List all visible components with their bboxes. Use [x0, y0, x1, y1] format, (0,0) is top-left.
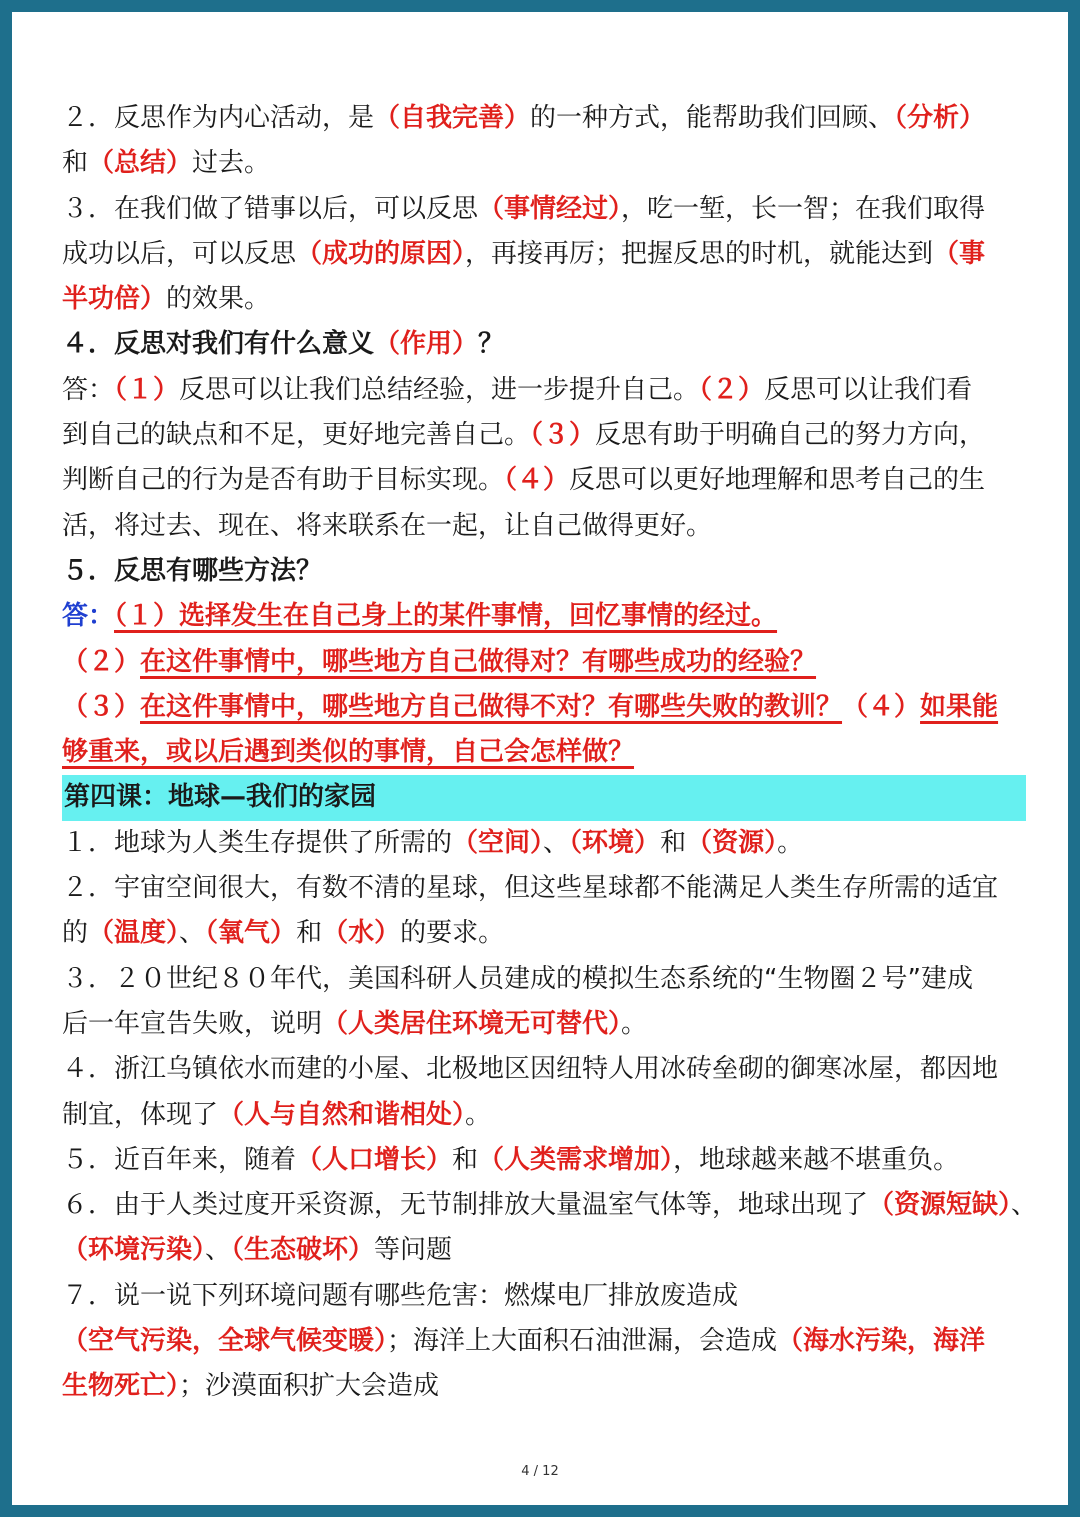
lesson4-item-7-line-2: [62, 1319, 1022, 1364]
text: 和: [660, 827, 687, 858]
text: ；海洋上大面积石油泄漏，会造成: [387, 1326, 778, 1357]
answer-blank: （环境污染）: [62, 1235, 206, 1266]
text: 制宜，体现了: [62, 1099, 219, 1130]
answer-blank: （环境）: [569, 827, 661, 858]
text: 、: [179, 918, 206, 949]
lesson4-item-4-line-2: [62, 1093, 1022, 1138]
text: ６．由于人类过度开采资源，无节制排放大量温室气体等，地球出现了: [62, 1190, 869, 1221]
text: 和: [62, 148, 89, 179]
text: 反思有助于明确自己的努力方向，: [595, 420, 986, 451]
point-number: （４）: [842, 691, 921, 722]
lesson4-item-6-line-2: [62, 1228, 1022, 1273]
answer-blank: （生态破坏）: [231, 1235, 375, 1266]
page-number: 4 / 12: [521, 1464, 559, 1479]
item-5-answer-line-1: [62, 594, 1022, 639]
lesson4-item-7-line-1: [62, 1274, 1022, 1319]
lesson4-item-3-line-2: [62, 1002, 1022, 1047]
answer-blank: （分析）: [894, 103, 986, 133]
answer-blank: （人与自然和谐相处）: [218, 1099, 466, 1130]
item-4-answer-line-2: [62, 413, 1022, 458]
text: 后一年宣告失败，说明: [62, 1008, 323, 1039]
text: ２．反思作为内心活动，是: [62, 103, 375, 133]
text: 、: [543, 827, 570, 858]
text: ４．浙江乌镇依水而建的小屋、北极地区因纽特人用冰砖垒砌的御寒冰屋，都因地: [62, 1054, 999, 1085]
question-text: ５．反思有哪些方法？: [62, 555, 323, 586]
item-5-question: [62, 549, 1022, 594]
text: 和: [296, 918, 323, 949]
answer-text: 在这件事情中，哪些地方自己做得不对？有哪些失败的教训？: [140, 691, 843, 722]
answer-label: 答：: [62, 374, 115, 405]
text: 。: [777, 827, 804, 858]
answer-blank: （人类居住环境无可替代）: [322, 1008, 622, 1039]
point-number: （１）: [114, 374, 180, 405]
page-content: [62, 96, 1038, 1410]
item-5-answer-line-4: [62, 730, 1022, 775]
answer-blank: （总结）: [88, 148, 193, 179]
item-4-answer-line-3: [62, 458, 1022, 503]
text: 成功以后，可以反思: [62, 238, 297, 269]
lesson4-item-2-line-2: [62, 911, 1022, 956]
answer-text: 够重来，或以后遇到类似的事情，自己会怎样做？: [62, 737, 635, 768]
document-page: [12, 12, 1068, 1505]
item-3-line-2: [62, 232, 1022, 277]
text: ２．宇宙空间很大，有数不清的星球，但这些星球都不能满足人类生存所需的适宜: [62, 873, 999, 904]
lesson4-item-6-line-1: [62, 1183, 1038, 1228]
answer-blank: （空间）: [452, 827, 544, 858]
item-4-question: [62, 322, 1022, 367]
lesson4-item-7-line-3: [62, 1364, 1022, 1409]
item-3-line-1: [62, 187, 1022, 232]
text: ７．说一说下列环境问题有哪些危害：燃煤电厂排放废造成: [62, 1280, 739, 1311]
lesson-heading: [62, 775, 1026, 820]
item-2-line-1: [62, 96, 1022, 141]
text: 到自己的缺点和不足，更好地完善自己。: [62, 420, 531, 451]
text: ５．近百年来，随着: [62, 1144, 297, 1175]
answer-blank: （事情经过）: [478, 193, 622, 224]
text: 。: [621, 1008, 648, 1039]
text: 活，将过去、现在、将来联系在一起，让自己做得更好。: [62, 510, 713, 541]
answer-blank: （氧气）: [205, 918, 297, 949]
answer-blank: （温度）: [88, 918, 180, 949]
answer-blank: （资源短缺）: [868, 1190, 1012, 1221]
text: ３．２０世纪８０年代，美国科研人员建成的模拟生态系统的“生物圈２号”建成: [62, 963, 973, 994]
text: 和: [452, 1144, 479, 1175]
answer-blank: 生物死亡）: [62, 1371, 180, 1402]
text: 、: [1011, 1190, 1038, 1221]
lesson4-item-4-line-1: [62, 1047, 1022, 1092]
answer-blank: （作用）: [374, 329, 479, 360]
point-number: （３）: [530, 420, 596, 451]
point-number: （２）: [62, 646, 141, 677]
lesson4-item-2-line-1: [62, 866, 1022, 911]
answer-blank: （人口增长）: [296, 1144, 453, 1175]
text: ，再接再厉；把握反思的时机，就能达到: [465, 238, 934, 269]
text: １．地球为人类生存提供了所需的: [62, 827, 453, 858]
item-3-line-3: [62, 277, 1022, 322]
item-4-answer-line-1: [62, 368, 1022, 413]
text: 的要求。: [400, 918, 505, 949]
answer-text: 如果能: [920, 691, 999, 722]
lesson4-item-3-line-1: [62, 957, 1022, 1002]
question-text: ４．反思对我们有什么意义: [62, 329, 375, 360]
answer-text: 选择发生在自己身上的某件事情，回忆事情的经过。: [179, 601, 778, 632]
answer-blank: （成功的原因）: [296, 238, 466, 269]
point-number: （２）: [699, 374, 765, 405]
text: 。: [465, 1099, 492, 1130]
answer-blank: （海水污染，海洋: [777, 1326, 986, 1357]
text: 、: [205, 1235, 232, 1266]
point-number: （３）: [62, 691, 141, 722]
answer-blank: （水）: [322, 918, 401, 949]
item-4-answer-line-4: [62, 504, 1022, 549]
lesson4-item-1: [62, 821, 1022, 866]
text: 过去。: [192, 148, 271, 179]
item-5-answer-line-2: [62, 640, 1022, 685]
point-number: （４）: [504, 465, 570, 496]
text: ，地球越来越不堪重负。: [673, 1144, 960, 1175]
answer-blank: （空气污染，全球气候变暖）: [62, 1326, 388, 1357]
text: 反思可以让我们看: [764, 374, 973, 405]
text: 判断自己的行为是否有助于目标实现。: [62, 465, 505, 496]
item-2-line-2: [62, 141, 1022, 186]
answer-label: 答：: [62, 601, 115, 632]
text: 的: [62, 918, 89, 949]
text: ；沙漠面积扩大会造成: [179, 1371, 440, 1402]
question-text: ？: [478, 329, 505, 360]
text: ，吃一堑，长一智；在我们取得: [621, 193, 986, 224]
text: 反思可以让我们总结经验，进一步提升自己。: [179, 374, 700, 405]
text: 等问题: [374, 1235, 453, 1266]
text: 反思可以更好地理解和思考自己的生: [569, 465, 986, 496]
text: 的效果。: [166, 284, 271, 315]
answer-text: 在这件事情中，哪些地方自己做得对？有哪些成功的经验？: [140, 646, 817, 677]
answer-blank: （自我完善）: [374, 103, 531, 133]
lesson4-item-5: [62, 1138, 1022, 1183]
answer-blank: （资源）: [686, 827, 778, 858]
answer-blank: 半功倍）: [62, 284, 167, 315]
lesson-title: 第四课：地球—我们的家园: [64, 782, 377, 813]
answer-blank: （事: [933, 238, 986, 269]
answer-blank: （人类需求增加）: [478, 1144, 674, 1175]
text: 的一种方式，能帮助我们回顾、: [530, 103, 895, 133]
text: ３．在我们做了错事以后，可以反思: [62, 193, 479, 224]
item-5-answer-line-3: [62, 685, 1022, 730]
point-number: （１）: [114, 601, 180, 632]
